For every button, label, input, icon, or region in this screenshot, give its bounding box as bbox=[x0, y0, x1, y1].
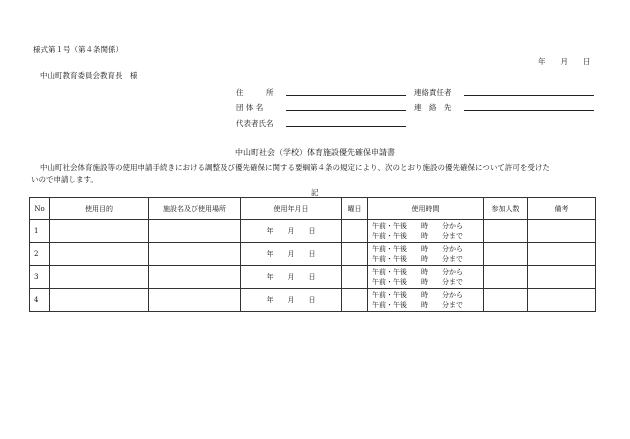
time-to: 午前・午後 時 分まで bbox=[372, 255, 463, 263]
participants-cell[interactable] bbox=[484, 289, 528, 312]
header-remarks: 備考 bbox=[528, 198, 596, 220]
date-cell[interactable]: 年 月 日 bbox=[241, 289, 342, 312]
representative-line bbox=[286, 126, 406, 127]
weekday-cell[interactable] bbox=[342, 289, 368, 312]
form-label: 様式第１号（第４条関係） bbox=[33, 45, 123, 54]
weekday-cell[interactable] bbox=[342, 266, 368, 289]
purpose-cell[interactable] bbox=[50, 243, 149, 266]
remarks-cell[interactable] bbox=[528, 243, 596, 266]
remarks-cell[interactable] bbox=[528, 289, 596, 312]
row-no: 1 bbox=[30, 220, 50, 243]
facility-cell[interactable] bbox=[149, 220, 241, 243]
time-from: 午前・午後 時 分から bbox=[372, 268, 463, 276]
contact-line bbox=[464, 110, 594, 111]
time-cell[interactable] bbox=[368, 289, 484, 312]
time-from: 午前・午後 時 分から bbox=[372, 222, 463, 230]
purpose-cell[interactable] bbox=[50, 289, 149, 312]
address-label: 住 所 bbox=[236, 88, 274, 97]
time-to: 午前・午後 時 分まで bbox=[372, 301, 463, 309]
contact-person-label: 連絡責任者 bbox=[414, 88, 452, 97]
facility-cell[interactable] bbox=[149, 266, 241, 289]
participants-cell[interactable] bbox=[484, 220, 528, 243]
addressee: 中山町教育委員会教育長 様 bbox=[40, 71, 138, 80]
application-table bbox=[29, 197, 596, 312]
time-from: 午前・午後 時 分から bbox=[372, 291, 463, 299]
table-header-row bbox=[30, 198, 596, 220]
group-name-label: 団 体 名 bbox=[236, 103, 264, 112]
page-title: 中山町社会（学校）体育施設優先確保申請書 bbox=[235, 148, 395, 157]
address-line bbox=[286, 95, 406, 96]
remarks-cell[interactable] bbox=[528, 220, 596, 243]
time-to: 午前・午後 時 分まで bbox=[372, 278, 463, 286]
remarks-cell[interactable] bbox=[528, 266, 596, 289]
time-cell[interactable] bbox=[368, 220, 484, 243]
time-to: 午前・午後 時 分まで bbox=[372, 232, 463, 240]
header-facility: 施設名及び使用場所 bbox=[149, 198, 241, 220]
purpose-cell[interactable] bbox=[50, 220, 149, 243]
group-name-line bbox=[286, 110, 406, 111]
representative-label: 代表者氏名 bbox=[236, 119, 274, 128]
body-text-2: いので申請します。 bbox=[31, 175, 98, 184]
table-row bbox=[30, 266, 596, 289]
facility-cell[interactable] bbox=[149, 289, 241, 312]
table-row bbox=[30, 243, 596, 266]
contact-label: 連 絡 先 bbox=[414, 103, 452, 112]
header-no: No bbox=[30, 198, 50, 220]
participants-cell[interactable] bbox=[484, 243, 528, 266]
participants-cell[interactable] bbox=[484, 266, 528, 289]
time-cell[interactable] bbox=[368, 243, 484, 266]
row-no: 4 bbox=[30, 289, 50, 312]
header-participants: 参加人数 bbox=[484, 198, 528, 220]
date-cell[interactable]: 年 月 日 bbox=[241, 266, 342, 289]
time-cell[interactable] bbox=[368, 266, 484, 289]
row-no: 2 bbox=[30, 243, 50, 266]
body-text-1: 中山町社会体育施設等の使用申請手続きにおける調整及び優先確保に関する要綱第４条の規定により、次のとおり施設の優先確保について許可を受けた bbox=[40, 163, 550, 172]
table-row bbox=[30, 289, 596, 312]
weekday-cell[interactable] bbox=[342, 220, 368, 243]
header-purpose: 使用目的 bbox=[50, 198, 149, 220]
table-row bbox=[30, 220, 596, 243]
time-from: 午前・午後 時 分から bbox=[372, 245, 463, 253]
row-no: 3 bbox=[30, 266, 50, 289]
contact-person-line bbox=[464, 95, 594, 96]
facility-cell[interactable] bbox=[149, 243, 241, 266]
date-cell[interactable]: 年 月 日 bbox=[241, 243, 342, 266]
header-time: 使用時間 bbox=[368, 198, 484, 220]
weekday-cell[interactable] bbox=[342, 243, 368, 266]
ki-label: 記 bbox=[311, 188, 319, 197]
date-line: 年 月 日 bbox=[538, 57, 591, 66]
header-weekday: 曜日 bbox=[342, 198, 368, 220]
header-date: 使用年月日 bbox=[241, 198, 342, 220]
date-cell[interactable]: 年 月 日 bbox=[241, 220, 342, 243]
purpose-cell[interactable] bbox=[50, 266, 149, 289]
